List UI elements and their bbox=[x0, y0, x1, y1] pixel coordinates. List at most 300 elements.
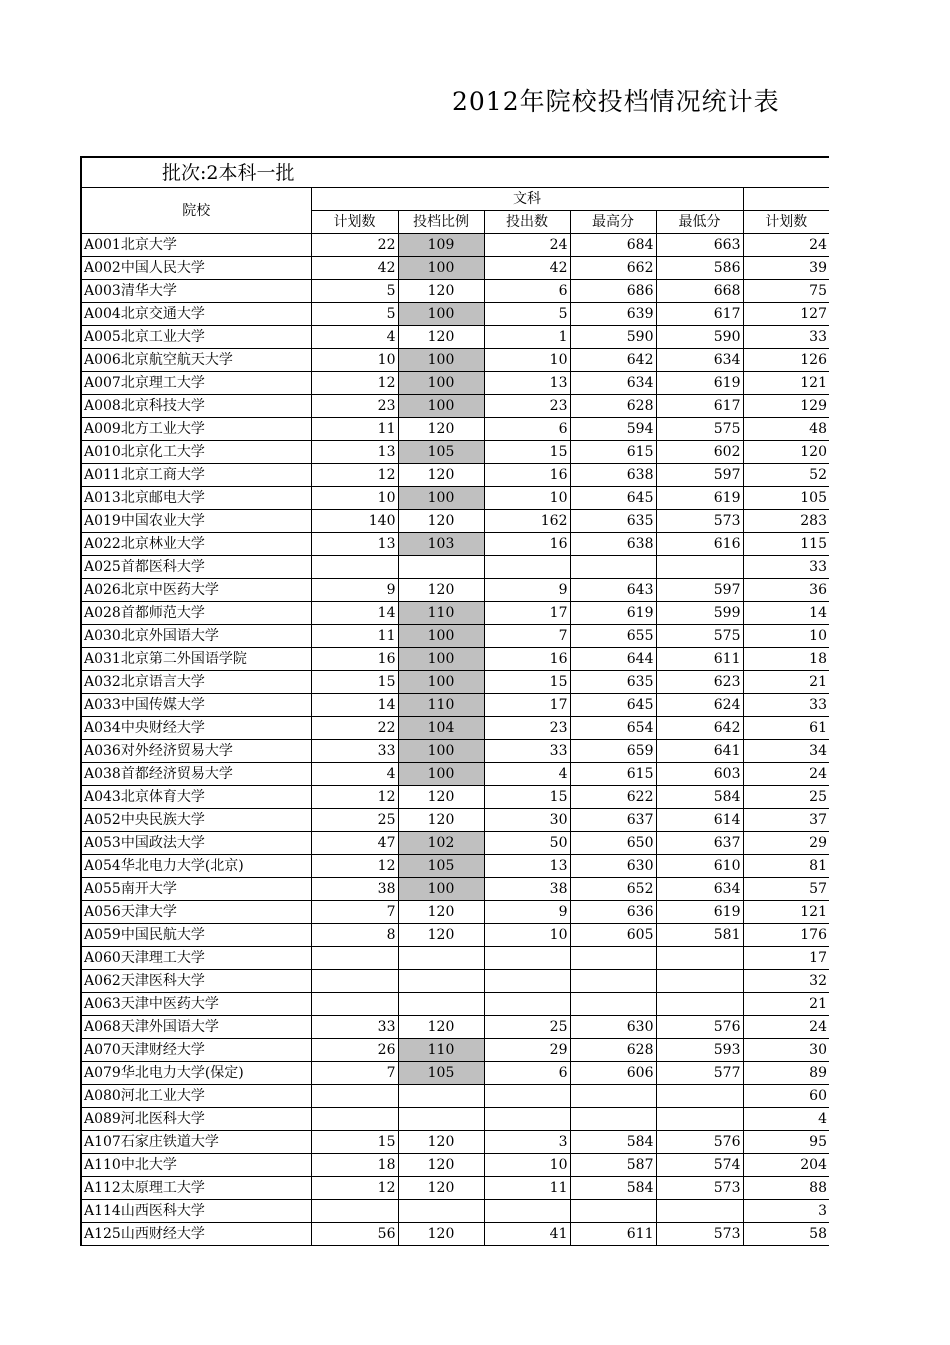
plan-count-2: 24 bbox=[743, 234, 829, 257]
school-name: A031北京第二外国语学院 bbox=[81, 648, 311, 671]
table-row bbox=[81, 625, 829, 648]
admitted-count bbox=[484, 1085, 570, 1108]
plan-count: 140 bbox=[311, 510, 398, 533]
plan-count-2: 52 bbox=[743, 464, 829, 487]
school-name: A062天津医科大学 bbox=[81, 970, 311, 993]
min-score: 576 bbox=[656, 1016, 743, 1039]
admitted-count: 23 bbox=[484, 395, 570, 418]
min-score: 599 bbox=[656, 602, 743, 625]
min-score: 668 bbox=[656, 280, 743, 303]
min-score: 593 bbox=[656, 1039, 743, 1062]
plan-count-2: 81 bbox=[743, 855, 829, 878]
admitted-count: 1 bbox=[484, 326, 570, 349]
admitted-count: 9 bbox=[484, 579, 570, 602]
max-score: 635 bbox=[570, 510, 656, 533]
table-row bbox=[81, 579, 829, 602]
max-score bbox=[570, 556, 656, 579]
batch-row bbox=[81, 157, 829, 188]
col-out-header: 投出数 bbox=[484, 211, 570, 234]
school-name: A070天津财经大学 bbox=[81, 1039, 311, 1062]
admitted-count: 6 bbox=[484, 280, 570, 303]
min-score bbox=[656, 970, 743, 993]
plan-count: 23 bbox=[311, 395, 398, 418]
col-plan2-header: 计划数 bbox=[743, 211, 829, 234]
admission-ratio: 105 bbox=[398, 1062, 484, 1085]
plan-count: 26 bbox=[311, 1039, 398, 1062]
school-name: A125山西财经大学 bbox=[81, 1223, 311, 1246]
admitted-count: 15 bbox=[484, 671, 570, 694]
admission-ratio: 104 bbox=[398, 717, 484, 740]
min-score: 574 bbox=[656, 1154, 743, 1177]
min-score: 624 bbox=[656, 694, 743, 717]
school-name: A038首都经济贸易大学 bbox=[81, 763, 311, 786]
min-score: 581 bbox=[656, 924, 743, 947]
school-name: A089河北医科大学 bbox=[81, 1108, 311, 1131]
plan-count-2: 21 bbox=[743, 993, 829, 1016]
plan-count-2: 24 bbox=[743, 763, 829, 786]
school-name: A026北京中医药大学 bbox=[81, 579, 311, 602]
admission-ratio: 103 bbox=[398, 533, 484, 556]
max-score bbox=[570, 947, 656, 970]
plan-count-2: 37 bbox=[743, 809, 829, 832]
max-score: 630 bbox=[570, 1016, 656, 1039]
admission-ratio: 100 bbox=[398, 487, 484, 510]
admission-ratio: 120 bbox=[398, 326, 484, 349]
table-row bbox=[81, 418, 829, 441]
table-row bbox=[81, 1131, 829, 1154]
min-score: 617 bbox=[656, 303, 743, 326]
table-row bbox=[81, 970, 829, 993]
plan-count: 15 bbox=[311, 1131, 398, 1154]
plan-count: 10 bbox=[311, 349, 398, 372]
max-score: 590 bbox=[570, 326, 656, 349]
school-name: A112太原理工大学 bbox=[81, 1177, 311, 1200]
admission-ratio: 100 bbox=[398, 395, 484, 418]
table-row bbox=[81, 1223, 829, 1246]
plan-count: 7 bbox=[311, 901, 398, 924]
table-row bbox=[81, 717, 829, 740]
plan-count-2: 24 bbox=[743, 1016, 829, 1039]
max-score: 642 bbox=[570, 349, 656, 372]
school-name: A008北京科技大学 bbox=[81, 395, 311, 418]
admitted-count: 13 bbox=[484, 372, 570, 395]
admission-ratio: 120 bbox=[398, 1223, 484, 1246]
table-row bbox=[81, 809, 829, 832]
admission-ratio bbox=[398, 970, 484, 993]
table-row bbox=[81, 855, 829, 878]
admitted-count: 13 bbox=[484, 855, 570, 878]
admission-ratio: 100 bbox=[398, 303, 484, 326]
plan-count-2: 34 bbox=[743, 740, 829, 763]
admitted-count bbox=[484, 947, 570, 970]
plan-count: 8 bbox=[311, 924, 398, 947]
school-name: A028首都师范大学 bbox=[81, 602, 311, 625]
school-name: A009北方工业大学 bbox=[81, 418, 311, 441]
table-row bbox=[81, 740, 829, 763]
table-row bbox=[81, 533, 829, 556]
col-ratio-header: 投档比例 bbox=[398, 211, 484, 234]
min-score: 603 bbox=[656, 763, 743, 786]
school-name: A019中国农业大学 bbox=[81, 510, 311, 533]
school-name: A006北京航空航天大学 bbox=[81, 349, 311, 372]
plan-count-2: 60 bbox=[743, 1085, 829, 1108]
plan-count-2: 120 bbox=[743, 441, 829, 464]
table-row bbox=[81, 349, 829, 372]
table-row bbox=[81, 671, 829, 694]
plan-count: 56 bbox=[311, 1223, 398, 1246]
plan-count-2: 126 bbox=[743, 349, 829, 372]
max-score: 622 bbox=[570, 786, 656, 809]
admission-ratio: 120 bbox=[398, 1177, 484, 1200]
school-name: A005北京工业大学 bbox=[81, 326, 311, 349]
table-row bbox=[81, 832, 829, 855]
table-row bbox=[81, 602, 829, 625]
admitted-count bbox=[484, 1200, 570, 1223]
admission-ratio: 100 bbox=[398, 671, 484, 694]
plan-count: 22 bbox=[311, 234, 398, 257]
admitted-count bbox=[484, 993, 570, 1016]
max-score: 686 bbox=[570, 280, 656, 303]
admitted-count: 16 bbox=[484, 533, 570, 556]
school-name: A034中央财经大学 bbox=[81, 717, 311, 740]
plan-count: 16 bbox=[311, 648, 398, 671]
min-score: 575 bbox=[656, 418, 743, 441]
admission-ratio: 105 bbox=[398, 441, 484, 464]
admitted-count bbox=[484, 1108, 570, 1131]
max-score: 628 bbox=[570, 1039, 656, 1062]
plan-count: 14 bbox=[311, 602, 398, 625]
plan-count-2: 121 bbox=[743, 901, 829, 924]
admission-ratio bbox=[398, 1085, 484, 1108]
plan-count: 33 bbox=[311, 1016, 398, 1039]
admission-ratio: 100 bbox=[398, 372, 484, 395]
max-score: 643 bbox=[570, 579, 656, 602]
school-name: A053中国政法大学 bbox=[81, 832, 311, 855]
plan-count-2: 25 bbox=[743, 786, 829, 809]
plan-count-2: 14 bbox=[743, 602, 829, 625]
max-score: 645 bbox=[570, 487, 656, 510]
school-name: A080河北工业大学 bbox=[81, 1085, 311, 1108]
admitted-count: 5 bbox=[484, 303, 570, 326]
plan-count: 38 bbox=[311, 878, 398, 901]
max-score bbox=[570, 1085, 656, 1108]
max-score: 655 bbox=[570, 625, 656, 648]
min-score: 637 bbox=[656, 832, 743, 855]
plan-count-2: 36 bbox=[743, 579, 829, 602]
school-name: A063天津中医药大学 bbox=[81, 993, 311, 1016]
max-score: 635 bbox=[570, 671, 656, 694]
school-name: A022北京林业大学 bbox=[81, 533, 311, 556]
plan-count: 25 bbox=[311, 809, 398, 832]
max-score: 650 bbox=[570, 832, 656, 855]
admitted-count bbox=[484, 556, 570, 579]
admitted-count: 42 bbox=[484, 257, 570, 280]
admitted-count: 10 bbox=[484, 924, 570, 947]
admitted-count: 23 bbox=[484, 717, 570, 740]
plan-count-2: 48 bbox=[743, 418, 829, 441]
plan-count-2: 57 bbox=[743, 878, 829, 901]
plan-count-2: 33 bbox=[743, 556, 829, 579]
plan-count bbox=[311, 993, 398, 1016]
table-row bbox=[81, 487, 829, 510]
plan-count: 5 bbox=[311, 280, 398, 303]
admission-ratio: 100 bbox=[398, 878, 484, 901]
admission-ratio: 100 bbox=[398, 740, 484, 763]
plan-count-2: 21 bbox=[743, 671, 829, 694]
admitted-count: 50 bbox=[484, 832, 570, 855]
plan-count: 33 bbox=[311, 740, 398, 763]
table-row bbox=[81, 510, 829, 533]
school-name: A079华北电力大学(保定) bbox=[81, 1062, 311, 1085]
table-row bbox=[81, 901, 829, 924]
admission-ratio: 120 bbox=[398, 418, 484, 441]
min-score bbox=[656, 1108, 743, 1131]
school-name: A007北京理工大学 bbox=[81, 372, 311, 395]
plan-count: 4 bbox=[311, 326, 398, 349]
plan-count-2: 17 bbox=[743, 947, 829, 970]
admission-ratio: 100 bbox=[398, 648, 484, 671]
table-row bbox=[81, 947, 829, 970]
max-score: 619 bbox=[570, 602, 656, 625]
school-name: A052中央民族大学 bbox=[81, 809, 311, 832]
plan-count: 11 bbox=[311, 625, 398, 648]
header-row-1 bbox=[81, 188, 829, 211]
table-row bbox=[81, 326, 829, 349]
table-row bbox=[81, 924, 829, 947]
admission-ratio bbox=[398, 993, 484, 1016]
max-score bbox=[570, 1108, 656, 1131]
plan-count-2: 127 bbox=[743, 303, 829, 326]
table-row bbox=[81, 1154, 829, 1177]
admission-ratio: 120 bbox=[398, 1154, 484, 1177]
min-score: 623 bbox=[656, 671, 743, 694]
min-score bbox=[656, 556, 743, 579]
school-name: A004北京交通大学 bbox=[81, 303, 311, 326]
plan-count bbox=[311, 1200, 398, 1223]
table-row bbox=[81, 1108, 829, 1131]
page-title: 2012年院校投档情况统计表 bbox=[452, 87, 780, 116]
admission-ratio: 110 bbox=[398, 1039, 484, 1062]
plan-count: 12 bbox=[311, 464, 398, 487]
plan-count: 13 bbox=[311, 533, 398, 556]
admitted-count: 162 bbox=[484, 510, 570, 533]
admitted-count: 30 bbox=[484, 809, 570, 832]
plan-count: 7 bbox=[311, 1062, 398, 1085]
table-row bbox=[81, 1039, 829, 1062]
plan-count-2: 39 bbox=[743, 257, 829, 280]
plan-count-2: 75 bbox=[743, 280, 829, 303]
table-row bbox=[81, 372, 829, 395]
max-score: 652 bbox=[570, 878, 656, 901]
table-row bbox=[81, 1016, 829, 1039]
min-score: 573 bbox=[656, 510, 743, 533]
school-name: A110中北大学 bbox=[81, 1154, 311, 1177]
plan-count: 18 bbox=[311, 1154, 398, 1177]
plan-count: 5 bbox=[311, 303, 398, 326]
admission-ratio: 120 bbox=[398, 1016, 484, 1039]
school-name: A013北京邮电大学 bbox=[81, 487, 311, 510]
min-score: 610 bbox=[656, 855, 743, 878]
plan-count-2: 89 bbox=[743, 1062, 829, 1085]
table-row bbox=[81, 303, 829, 326]
plan-count: 9 bbox=[311, 579, 398, 602]
plan-count bbox=[311, 947, 398, 970]
min-score bbox=[656, 1200, 743, 1223]
plan-count-2: 30 bbox=[743, 1039, 829, 1062]
plan-count-2: 283 bbox=[743, 510, 829, 533]
plan-count bbox=[311, 1085, 398, 1108]
min-score: 597 bbox=[656, 579, 743, 602]
table-row bbox=[81, 1200, 829, 1223]
science-group-header bbox=[743, 188, 829, 211]
admitted-count: 17 bbox=[484, 694, 570, 717]
table-row bbox=[81, 786, 829, 809]
plan-count-2: 33 bbox=[743, 694, 829, 717]
school-header: 院校 bbox=[81, 188, 311, 234]
plan-count: 12 bbox=[311, 372, 398, 395]
min-score: 619 bbox=[656, 901, 743, 924]
admitted-count bbox=[484, 970, 570, 993]
max-score: 638 bbox=[570, 464, 656, 487]
max-score: 645 bbox=[570, 694, 656, 717]
plan-count: 22 bbox=[311, 717, 398, 740]
table-row bbox=[81, 694, 829, 717]
max-score: 587 bbox=[570, 1154, 656, 1177]
plan-count: 13 bbox=[311, 441, 398, 464]
admitted-count: 6 bbox=[484, 418, 570, 441]
max-score: 605 bbox=[570, 924, 656, 947]
school-name: A010北京化工大学 bbox=[81, 441, 311, 464]
admitted-count: 3 bbox=[484, 1131, 570, 1154]
admission-ratio: 120 bbox=[398, 1131, 484, 1154]
plan-count: 12 bbox=[311, 855, 398, 878]
col-min-header: 最低分 bbox=[656, 211, 743, 234]
admission-ratio: 102 bbox=[398, 832, 484, 855]
plan-count-2: 18 bbox=[743, 648, 829, 671]
admitted-count: 16 bbox=[484, 464, 570, 487]
admitted-count: 33 bbox=[484, 740, 570, 763]
school-name: A059中国民航大学 bbox=[81, 924, 311, 947]
max-score: 639 bbox=[570, 303, 656, 326]
max-score: 636 bbox=[570, 901, 656, 924]
plan-count: 42 bbox=[311, 257, 398, 280]
admitted-count: 38 bbox=[484, 878, 570, 901]
school-name: A060天津理工大学 bbox=[81, 947, 311, 970]
admitted-count: 10 bbox=[484, 349, 570, 372]
admission-ratio: 110 bbox=[398, 694, 484, 717]
max-score: 606 bbox=[570, 1062, 656, 1085]
plan-count-2: 33 bbox=[743, 326, 829, 349]
plan-count bbox=[311, 1108, 398, 1131]
school-name: A114山西医科大学 bbox=[81, 1200, 311, 1223]
admitted-count: 17 bbox=[484, 602, 570, 625]
min-score: 576 bbox=[656, 1131, 743, 1154]
min-score bbox=[656, 1085, 743, 1108]
min-score: 602 bbox=[656, 441, 743, 464]
plan-count: 11 bbox=[311, 418, 398, 441]
table-row bbox=[81, 257, 829, 280]
max-score bbox=[570, 993, 656, 1016]
min-score: 616 bbox=[656, 533, 743, 556]
max-score: 654 bbox=[570, 717, 656, 740]
admitted-count: 9 bbox=[484, 901, 570, 924]
min-score: 575 bbox=[656, 625, 743, 648]
max-score: 637 bbox=[570, 809, 656, 832]
max-score: 615 bbox=[570, 441, 656, 464]
plan-count: 4 bbox=[311, 763, 398, 786]
school-name: A033中国传媒大学 bbox=[81, 694, 311, 717]
max-score: 662 bbox=[570, 257, 656, 280]
school-name: A002中国人民大学 bbox=[81, 257, 311, 280]
max-score: 638 bbox=[570, 533, 656, 556]
table-row bbox=[81, 464, 829, 487]
admission-ratio: 100 bbox=[398, 763, 484, 786]
min-score: 641 bbox=[656, 740, 743, 763]
admission-ratio bbox=[398, 1108, 484, 1131]
table-row bbox=[81, 280, 829, 303]
school-name: A025首都医科大学 bbox=[81, 556, 311, 579]
admission-ratio: 100 bbox=[398, 625, 484, 648]
table-row bbox=[81, 993, 829, 1016]
school-name: A068天津外国语大学 bbox=[81, 1016, 311, 1039]
school-name: A107石家庄铁道大学 bbox=[81, 1131, 311, 1154]
admitted-count: 10 bbox=[484, 1154, 570, 1177]
plan-count-2: 58 bbox=[743, 1223, 829, 1246]
col-plan-header: 计划数 bbox=[311, 211, 398, 234]
batch-label: 批次:2本科一批 bbox=[81, 157, 829, 188]
min-score: 597 bbox=[656, 464, 743, 487]
admission-ratio bbox=[398, 947, 484, 970]
plan-count-2: 204 bbox=[743, 1154, 829, 1177]
school-name: A032北京语言大学 bbox=[81, 671, 311, 694]
school-name: A055南开大学 bbox=[81, 878, 311, 901]
admitted-count: 6 bbox=[484, 1062, 570, 1085]
plan-count: 47 bbox=[311, 832, 398, 855]
plan-count: 12 bbox=[311, 1177, 398, 1200]
table-row bbox=[81, 763, 829, 786]
admitted-count: 41 bbox=[484, 1223, 570, 1246]
school-name: A030北京外国语大学 bbox=[81, 625, 311, 648]
admission-ratio: 109 bbox=[398, 234, 484, 257]
table-row bbox=[81, 648, 829, 671]
min-score: 586 bbox=[656, 257, 743, 280]
admitted-count: 10 bbox=[484, 487, 570, 510]
plan-count: 12 bbox=[311, 786, 398, 809]
school-name: A036对外经济贸易大学 bbox=[81, 740, 311, 763]
min-score: 634 bbox=[656, 878, 743, 901]
table-row bbox=[81, 1062, 829, 1085]
max-score: 628 bbox=[570, 395, 656, 418]
min-score: 573 bbox=[656, 1177, 743, 1200]
admission-ratio bbox=[398, 556, 484, 579]
min-score: 614 bbox=[656, 809, 743, 832]
min-score bbox=[656, 993, 743, 1016]
admission-ratio: 120 bbox=[398, 786, 484, 809]
plan-count-2: 32 bbox=[743, 970, 829, 993]
min-score bbox=[656, 947, 743, 970]
admitted-count: 24 bbox=[484, 234, 570, 257]
plan-count: 15 bbox=[311, 671, 398, 694]
admission-ratio: 100 bbox=[398, 257, 484, 280]
col-max-header: 最高分 bbox=[570, 211, 656, 234]
min-score: 611 bbox=[656, 648, 743, 671]
plan-count-2: 3 bbox=[743, 1200, 829, 1223]
plan-count-2: 4 bbox=[743, 1108, 829, 1131]
admitted-count: 25 bbox=[484, 1016, 570, 1039]
table-row bbox=[81, 1085, 829, 1108]
school-name: A056天津大学 bbox=[81, 901, 311, 924]
table-row bbox=[81, 441, 829, 464]
